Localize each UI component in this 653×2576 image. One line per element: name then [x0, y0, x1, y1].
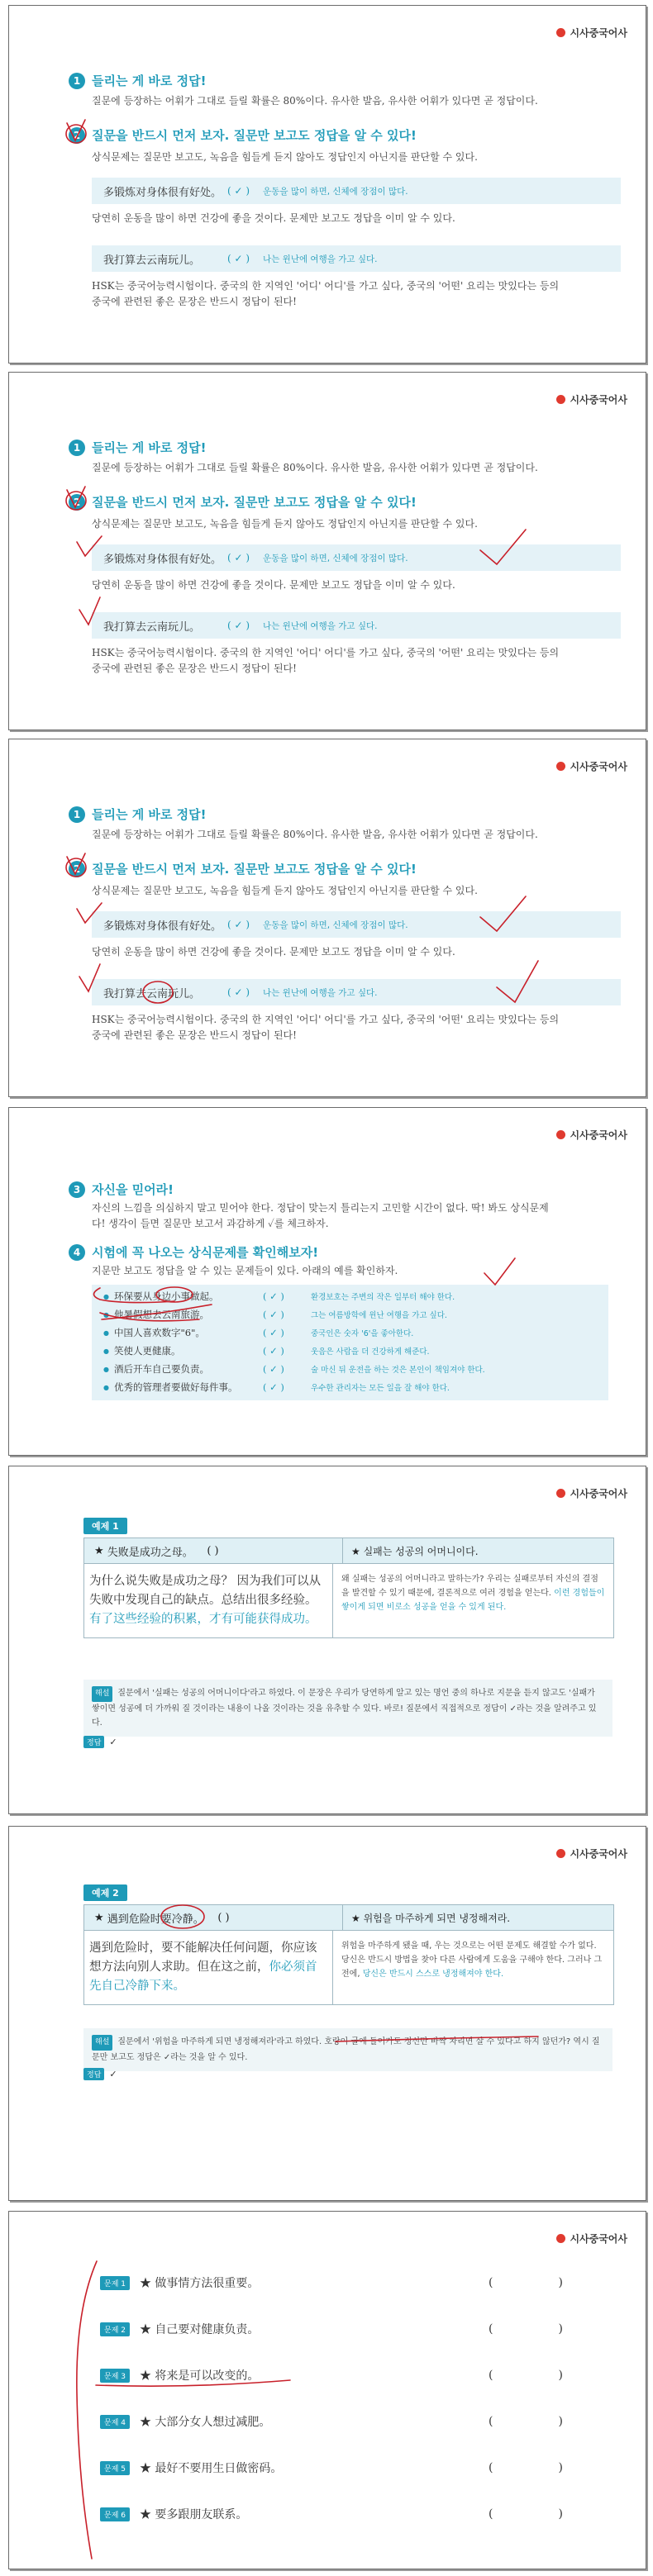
paragraph: 중국에 관련된 좋은 문장은 반드시 정답이 된다!	[92, 296, 297, 307]
passage-chinese	[84, 1931, 333, 2004]
paren-right: )	[558, 2461, 563, 2474]
example-korean: 나는 윈난에 여행을 가고 싶다.	[263, 254, 378, 264]
brand-mark	[556, 759, 627, 773]
answer-row	[83, 1736, 117, 1748]
bullet-icon: ●	[103, 1347, 109, 1355]
brand-name: 시사중국어사	[570, 761, 627, 772]
problem-item	[100, 2367, 563, 2384]
brand-logo-icon	[556, 1849, 565, 1858]
paragraph: 중국에 관련된 좋은 문장은 반드시 정답이 된다!	[92, 1029, 297, 1041]
list-item	[103, 1344, 430, 1357]
example-chinese: 多锻炼对身体很有好处。	[103, 553, 222, 566]
check-mark: ( ✓ )	[227, 253, 250, 264]
item-chinese: 笑使人更健康。	[113, 1345, 181, 1357]
translation-text: 위험을 마주하게 됐을 때, 우는 것으로는 어떤 문제도 해결할 수가 없다. 당신은 반드시 방법을 찾아 다른 사람에게 도움을 구해야 한다. 그러나 그 전에,	[341, 1942, 603, 1979]
paragraph: 중국에 관련된 좋은 문장은 반드시 정답이 된다!	[92, 663, 297, 674]
heading-1	[69, 72, 206, 89]
brand-logo-icon	[556, 762, 565, 771]
check-mark: ( ✓ )	[227, 552, 250, 563]
problem-text: ★ 做事情方法很重要。	[139, 2277, 260, 2290]
answer-blank[interactable]	[489, 2507, 563, 2521]
list-item	[103, 1381, 450, 1394]
answer-tag: 정답	[83, 1736, 104, 1748]
answer-blank: ( )	[207, 1544, 219, 1557]
explanation-text: 질문에서 '위험을 마주하게 되면 냉정해져라'라고 하였다. 호랑이 굴에 들어가도 정신만 바짝 차리면 살 수 있다고 하지 않던가? 역시 질문만 보고도 정답은 ✓라는 것을 알 수 있다.	[92, 2037, 600, 2062]
example-tag: 예제 1	[83, 1518, 127, 1534]
bullet-icon: ●	[103, 1328, 109, 1337]
brand-name: 시사중국어사	[570, 27, 627, 39]
passage-korean	[333, 1931, 613, 2004]
translation-highlight: 이런 경험들이 쌓이게 되면 비로소 성공을 얻을 수 있게 된다.	[341, 1589, 605, 1612]
paragraph: 지문만 보고도 정답을 알 수 있는 문제들이 있다. 아래의 예를 확인하자.	[92, 1265, 398, 1276]
paragraph: 상식문제는 질문만 보고도, 녹음을 힘들게 듣지 않아도 정답인지 아닌지를 판단할 수 있다.	[92, 885, 478, 896]
paragraph: 자신의 느낌을 의심하지 말고 믿어야 한다. 정답이 맞는지 틀리는지 고민할 시간이 없다. 딱! 봐도 상식문제	[92, 1202, 549, 1214]
item-chinese: 中国人喜欢数字"6"。	[113, 1327, 205, 1338]
example-box	[92, 178, 621, 204]
check-mark: ( ✓ )	[227, 185, 250, 197]
paragraph: HSK는 중국어능력시험이다. 중국의 한 지역인 '어디' 어디'를 가고 싶다, 중국의 '어떤' 요리는 맛있다는 등의	[92, 1014, 560, 1025]
problem-text: ★ 大部分女人想过减肥。	[139, 2416, 271, 2429]
answer-value: ✓	[109, 1737, 117, 1747]
common-sense-list	[92, 1285, 608, 1400]
check-mark: ( ✓ )	[262, 1309, 284, 1320]
page-1	[8, 5, 646, 364]
problem-text: ★ 将来是可以改变的。	[139, 2369, 260, 2383]
paren-right: )	[558, 2322, 563, 2336]
brand-logo-icon	[556, 2234, 565, 2243]
problem-item	[100, 2321, 563, 2337]
example-korean: 나는 윈난에 여행을 가고 싶다.	[263, 987, 378, 998]
problem-text: ★ 最好不要用生日做密码。	[139, 2462, 283, 2475]
passage-chinese	[84, 1564, 333, 1637]
problem-item	[100, 2274, 563, 2291]
item-korean: 환경보호는 주변의 작은 일부터 해야 한다.	[310, 1293, 455, 1302]
paragraph: 상식문제는 질문만 보고도, 녹음을 힘들게 듣지 않아도 정답인지 아닌지를 판단할 수 있다.	[92, 518, 478, 530]
heading-number: 2	[69, 494, 85, 511]
passage-text: 为什么说失败是成功之母？ 因为我们可以从失败中发现自己的缺点。总结出很多经验。	[89, 1575, 322, 1607]
heading-1	[69, 439, 206, 456]
item-chinese: 酒后开车自己要负责。	[113, 1363, 209, 1375]
passage-text: 遇到危险时，要不能解决任何问题，你应该想方法向别人求助。但在这之前，	[89, 1942, 317, 1974]
passage-highlight: 你必须首先自己冷静下来。	[89, 1961, 317, 1993]
bullet-icon: ●	[103, 1365, 109, 1373]
star-icon: ★	[94, 1544, 104, 1557]
item-korean: 중국인은 숫자 '6'을 좋아한다.	[310, 1329, 414, 1338]
example-header	[84, 1905, 613, 1931]
item-chinese: 他暑假想去云南旅游。	[113, 1309, 209, 1320]
problem-number: 문제 4	[100, 2415, 130, 2429]
item-korean: 우수한 관리자는 모든 일을 잘 해야 한다.	[310, 1384, 450, 1393]
example-box	[92, 245, 621, 272]
answer-blank[interactable]	[489, 2415, 563, 2428]
heading-text: 들리는 게 바로 정답!	[92, 807, 207, 822]
brand-name: 시사중국어사	[570, 1488, 627, 1499]
item-chinese: 环保要从身边小事做起。	[113, 1290, 219, 1302]
brand-name: 시사중국어사	[570, 1129, 627, 1141]
paragraph: 다! 생각이 들면 질문만 보고서 과감하게 ✓를 체크하자.	[92, 1218, 329, 1229]
explanation-text: 질문에서 '실패는 성공의 어머니이다'라고 하였다. 이 문장은 우리가 당연하게 알고 있는 명언 중의 하나로 지문을 듣지 않고도 '실패가 쌓이면 성공에 더 가까워 질 것이라는 내용이 나올 것이라는 것을 유추할 수 있다. 바로! 질문에서 직접적으로 정답이 ✓라는 것을 알려주고 있다.	[92, 1689, 597, 1728]
answer-blank[interactable]	[489, 2369, 563, 2382]
paren-right: )	[558, 2507, 563, 2521]
paren-left: (	[489, 2461, 493, 2474]
question-chinese: 失败是成功之母。	[107, 1546, 193, 1559]
example-header	[84, 1538, 613, 1564]
bullet-icon: ●	[103, 1292, 109, 1300]
question-korean: ★ 위험을 마주하게 되면 냉정해져라.	[351, 1912, 511, 1924]
translation-highlight: 당신은 반드시 스스로 냉정해져야 한다.	[362, 1970, 504, 1979]
answer-blank[interactable]	[489, 2322, 563, 2336]
paren-right: )	[558, 2276, 563, 2289]
paragraph: 질문에 등장하는 어휘가 그대로 들릴 확률은 80%이다. 유사한 발음, 유사한 어휘가 있다면 곧 정답이다.	[92, 95, 538, 107]
heading-1	[69, 806, 206, 823]
example-table	[83, 1904, 614, 2005]
explanation	[83, 2028, 612, 2071]
heading-2	[69, 493, 417, 511]
check-mark: ( ✓ )	[262, 1327, 284, 1338]
paragraph: 당연히 운동을 많이 하면 건강에 좋을 것이다. 문제만 보고도 정답을 이미 알 수 있다.	[92, 212, 455, 224]
brand-logo-icon	[556, 1489, 565, 1498]
item-korean: 그는 여름방학에 윈난 여행을 가고 싶다.	[310, 1311, 447, 1320]
paren-left: (	[489, 2369, 493, 2382]
example-chinese: 我打算去云南玩儿。	[103, 987, 201, 1000]
bullet-icon: ●	[103, 1310, 109, 1319]
heading-text: 질문을 반드시 먼저 보자. 질문만 보고도 정답을 알 수 있다!	[92, 862, 417, 877]
example-box	[92, 979, 621, 1005]
problem-number: 문제 1	[100, 2276, 130, 2290]
paragraph: HSK는 중국어능력시험이다. 중국의 한 지역인 '어디' 어디'를 가고 싶다, 중국의 '어떤' 요리는 맛있다는 등의	[92, 647, 560, 658]
page-6	[8, 1826, 646, 2201]
heading-text: 자신을 믿어라!	[92, 1182, 174, 1197]
answer-tag: 정답	[83, 2068, 104, 2080]
heading-text: 들리는 게 바로 정답!	[92, 74, 207, 88]
answer-blank: ( )	[217, 1911, 230, 1924]
problem-text: ★ 要多跟朋友联系。	[139, 2508, 248, 2521]
translation-text: 왜 실패는 성공의 어머니라고 말하는가? 우리는 실패로부터 자신의 결점을 발견할 수 있기 때문에, 결론적으로 여러 경험을 얻는다.	[341, 1575, 598, 1598]
example-chinese: 多锻炼对身体很有好处。	[103, 186, 222, 199]
brand-mark	[556, 392, 627, 406]
problem-number: 문제 5	[100, 2461, 130, 2475]
paren-left: (	[489, 2322, 493, 2336]
heading-text: 질문을 반드시 먼저 보자. 질문만 보고도 정답을 알 수 있다!	[92, 495, 417, 510]
example-korean: 나는 윈난에 여행을 가고 싶다.	[263, 620, 378, 631]
page-5	[8, 1466, 646, 1814]
paragraph: 질문에 등장하는 어휘가 그대로 들릴 확률은 80%이다. 유사한 발음, 유사한 어휘가 있다면 곧 정답이다.	[92, 462, 538, 473]
brand-logo-icon	[556, 28, 565, 37]
question-cell	[84, 1538, 343, 1563]
item-chinese: 优秀的管理者要做好每件事。	[113, 1381, 238, 1393]
brand-mark	[556, 26, 627, 40]
brand-name: 시사중국어사	[570, 394, 627, 406]
list-item	[103, 1326, 413, 1339]
list-item	[103, 1308, 447, 1321]
paren-right: )	[558, 2415, 563, 2428]
heading-number: 1	[69, 440, 85, 456]
check-mark: ( ✓ )	[262, 1363, 284, 1375]
paragraph: 질문에 등장하는 어휘가 그대로 들릴 확률은 80%이다. 유사한 발음, 유사한 어휘가 있다면 곧 정답이다.	[92, 829, 538, 840]
star-icon: ★	[94, 1911, 104, 1924]
example-box	[92, 612, 621, 639]
item-korean: 웃음은 사람을 더 건강하게 해준다.	[310, 1347, 430, 1357]
example-chinese: 我打算去云南玩儿。	[103, 254, 201, 267]
heading-text: 시험에 꼭 나오는 상식문제를 확인해보자!	[92, 1245, 319, 1260]
item-korean: 술 마신 뒤 운전을 하는 것은 본인이 책임져야 한다.	[310, 1366, 485, 1375]
paragraph: 당연히 운동을 많이 하면 건강에 좋을 것이다. 문제만 보고도 정답을 이미 알 수 있다.	[92, 579, 455, 591]
example-box	[92, 911, 621, 938]
example-korean: 운동을 많이 하면, 신체에 장점이 많다.	[263, 920, 408, 930]
example-body	[84, 1564, 613, 1637]
list-item	[103, 1362, 485, 1376]
page-4	[8, 1107, 646, 1456]
list-item	[103, 1290, 455, 1303]
paren-left: (	[489, 2507, 493, 2521]
paragraph: HSK는 중국어능력시험이다. 중국의 한 지역인 '어디' 어디'를 가고 싶다, 중국의 '어떤' 요리는 맛있다는 등의	[92, 280, 560, 292]
heading-number: 3	[69, 1181, 85, 1198]
annotation-ink	[9, 1827, 646, 2200]
paragraph: 당연히 운동을 많이 하면 건강에 좋을 것이다. 문제만 보고도 정답을 이미 알 수 있다.	[92, 946, 455, 958]
example-tag: 예제 2	[83, 1884, 127, 1901]
explanation-tag: 해설	[92, 2035, 112, 2051]
heading-text: 들리는 게 바로 정답!	[92, 440, 207, 455]
brand-mark	[556, 1486, 627, 1500]
problem-item	[100, 2413, 563, 2430]
problem-number: 문제 2	[100, 2322, 130, 2336]
heading-4	[69, 1243, 318, 1261]
heading-3	[69, 1181, 174, 1198]
brand-name: 시사중국어사	[570, 1848, 627, 1860]
example-korean: 운동을 많이 하면, 신체에 장점이 많다.	[263, 553, 408, 563]
paren-right: )	[558, 2369, 563, 2382]
example-chinese: 多锻炼对身体很有好处。	[103, 920, 222, 933]
brand-mark	[556, 2231, 627, 2246]
brand-name: 시사중국어사	[570, 2233, 627, 2245]
check-mark: ( ✓ )	[227, 620, 250, 631]
paren-left: (	[489, 2276, 493, 2289]
passage-korean	[333, 1564, 613, 1637]
problem-text: ★ 自己要对健康负责。	[139, 2323, 260, 2336]
example-korean: 운동을 많이 하면, 신체에 장점이 많다.	[263, 186, 408, 197]
heading-number: 2	[69, 861, 85, 877]
annotation-ink	[9, 1108, 646, 1455]
check-mark: ( ✓ )	[262, 1290, 284, 1302]
answer-blank[interactable]	[489, 2276, 563, 2289]
problem-item	[100, 2460, 563, 2476]
bullet-icon: ●	[103, 1383, 109, 1391]
page-3	[8, 739, 646, 1097]
problem-item	[100, 2506, 563, 2522]
page-7	[8, 2211, 646, 2569]
brand-mark	[556, 1128, 627, 1142]
heading-number: 1	[69, 73, 85, 89]
explanation-tag: 해설	[92, 1686, 112, 1702]
explanation	[83, 1680, 612, 1737]
check-mark: ( ✓ )	[227, 986, 250, 998]
brand-logo-icon	[556, 395, 565, 404]
question-korean: ★ 실패는 성공의 어머니이다.	[351, 1545, 479, 1557]
problem-number: 문제 3	[100, 2369, 130, 2383]
answer-blank[interactable]	[489, 2461, 563, 2474]
heading-text: 질문을 반드시 먼저 보자. 질문만 보고도 정답을 알 수 있다!	[92, 128, 417, 143]
heading-2	[69, 860, 417, 877]
example-table	[83, 1538, 614, 1638]
heading-number: 2	[69, 127, 85, 144]
problem-number: 문제 6	[100, 2507, 130, 2521]
check-mark: ( ✓ )	[262, 1381, 284, 1393]
question-cell	[84, 1905, 343, 1930]
answer-value: ✓	[109, 2069, 117, 2079]
brand-logo-icon	[556, 1130, 565, 1139]
page-2	[8, 372, 646, 730]
heading-number: 4	[69, 1244, 85, 1261]
check-mark: ( ✓ )	[262, 1345, 284, 1357]
check-mark: ( ✓ )	[227, 919, 250, 930]
paren-left: (	[489, 2415, 493, 2428]
passage-highlight: 有了这些经验的积累，才有可能获得成功。	[89, 1613, 317, 1626]
heading-2	[69, 126, 417, 144]
example-box	[92, 544, 621, 571]
example-chinese: 我打算去云南玩儿。	[103, 620, 201, 634]
answer-row	[83, 2068, 117, 2080]
example-body	[84, 1931, 613, 2004]
brand-mark	[556, 1846, 627, 1861]
question-chinese: 遇到危险时要冷静。	[107, 1913, 204, 1926]
heading-number: 1	[69, 806, 85, 823]
paragraph: 상식문제는 질문만 보고도, 녹음을 힘들게 듣지 않아도 정답인지 아닌지를 판단할 수 있다.	[92, 151, 478, 163]
